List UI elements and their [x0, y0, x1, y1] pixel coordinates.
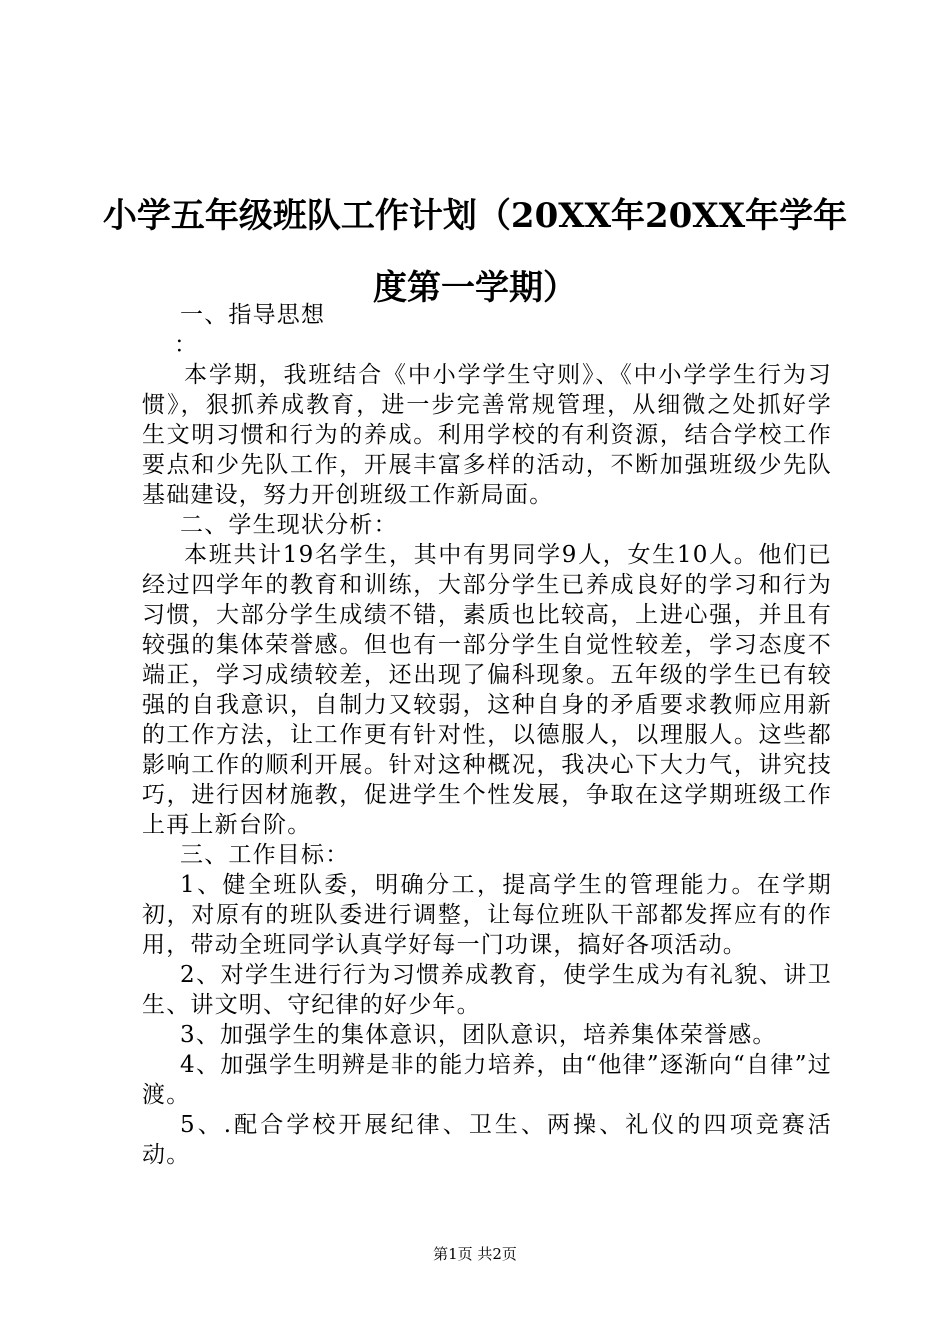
- section-1-heading: 一、指导思想: [180, 302, 326, 328]
- goal-item-3: 3、加强学生的集体意识，团队意识，培养集体荣誉感。: [180, 1022, 777, 1048]
- document-body: [142, 300, 832, 1170]
- goal-item-1: 1、健全班队委，明确分工，提高学生的管理能力。在学期初，对原有的班队委进行调整，让每位班队干部都发挥应有的作用，带动全班同学认真学好每一门功课，搞好各项活动。: [142, 872, 832, 958]
- section-3-heading: 三、工作目标：: [180, 842, 350, 868]
- section-1-colon: ：: [174, 332, 199, 358]
- document-title: 小学五年级班队工作计划（20XX年20XX年学年度第一学期）: [102, 196, 848, 308]
- page-footer: 第1页 共2页: [433, 1245, 517, 1263]
- goal-item-2: 2、对学生进行行为习惯养成教育，使学生成为有礼貌、讲卫生、讲文明、守纪律的好少年。: [142, 962, 832, 1018]
- section-2-heading: 二、学生现状分析：: [180, 512, 398, 538]
- section-2-paragraph: 本班共计19名学生，其中有男同学9人，女生10人。他们已经过四学年的教育和训练，大部分学生已养成良好的学习和行为习惯，大部分学生成绩不错，素质也比较高，上进心强，并且有较强的集体荣誉感。但也有一部分学生自觉性较差，学习态度不端正，学习成绩较差，还出现了偏科现象。五年级的学生已有较强的自我意识，自制力又较弱，这种自身的矛盾要求教师应用新的工作方法，让工作更有针对性，以德服人，以理服人。这些都影响工作的顺利开展。针对这种概况，我决心下大力气，讲究技巧，进行因材施教，促进学生个性发展，争取在这学期班级工作上再上新台阶。: [142, 542, 832, 838]
- goal-item-4: 4、加强学生明辨是非的能力培养，由“他律”逐渐向“自律”过渡。: [142, 1052, 832, 1108]
- section-1-paragraph: 本学期，我班结合《中小学学生守则》、《中小学学生行为习惯》，狠抓养成教育，进一步完善常规管理，从细微之处抓好学生文明习惯和行为的养成。利用学校的有利资源，结合学校工作要点和少先队工作，开展丰富多样的活动，不断加强班级少先队基础建设，努力开创班级工作新局面。: [142, 362, 832, 508]
- goal-item-5: 5、.配合学校开展纪律、卫生、两操、礼仪的四项竞赛活动。: [142, 1112, 832, 1168]
